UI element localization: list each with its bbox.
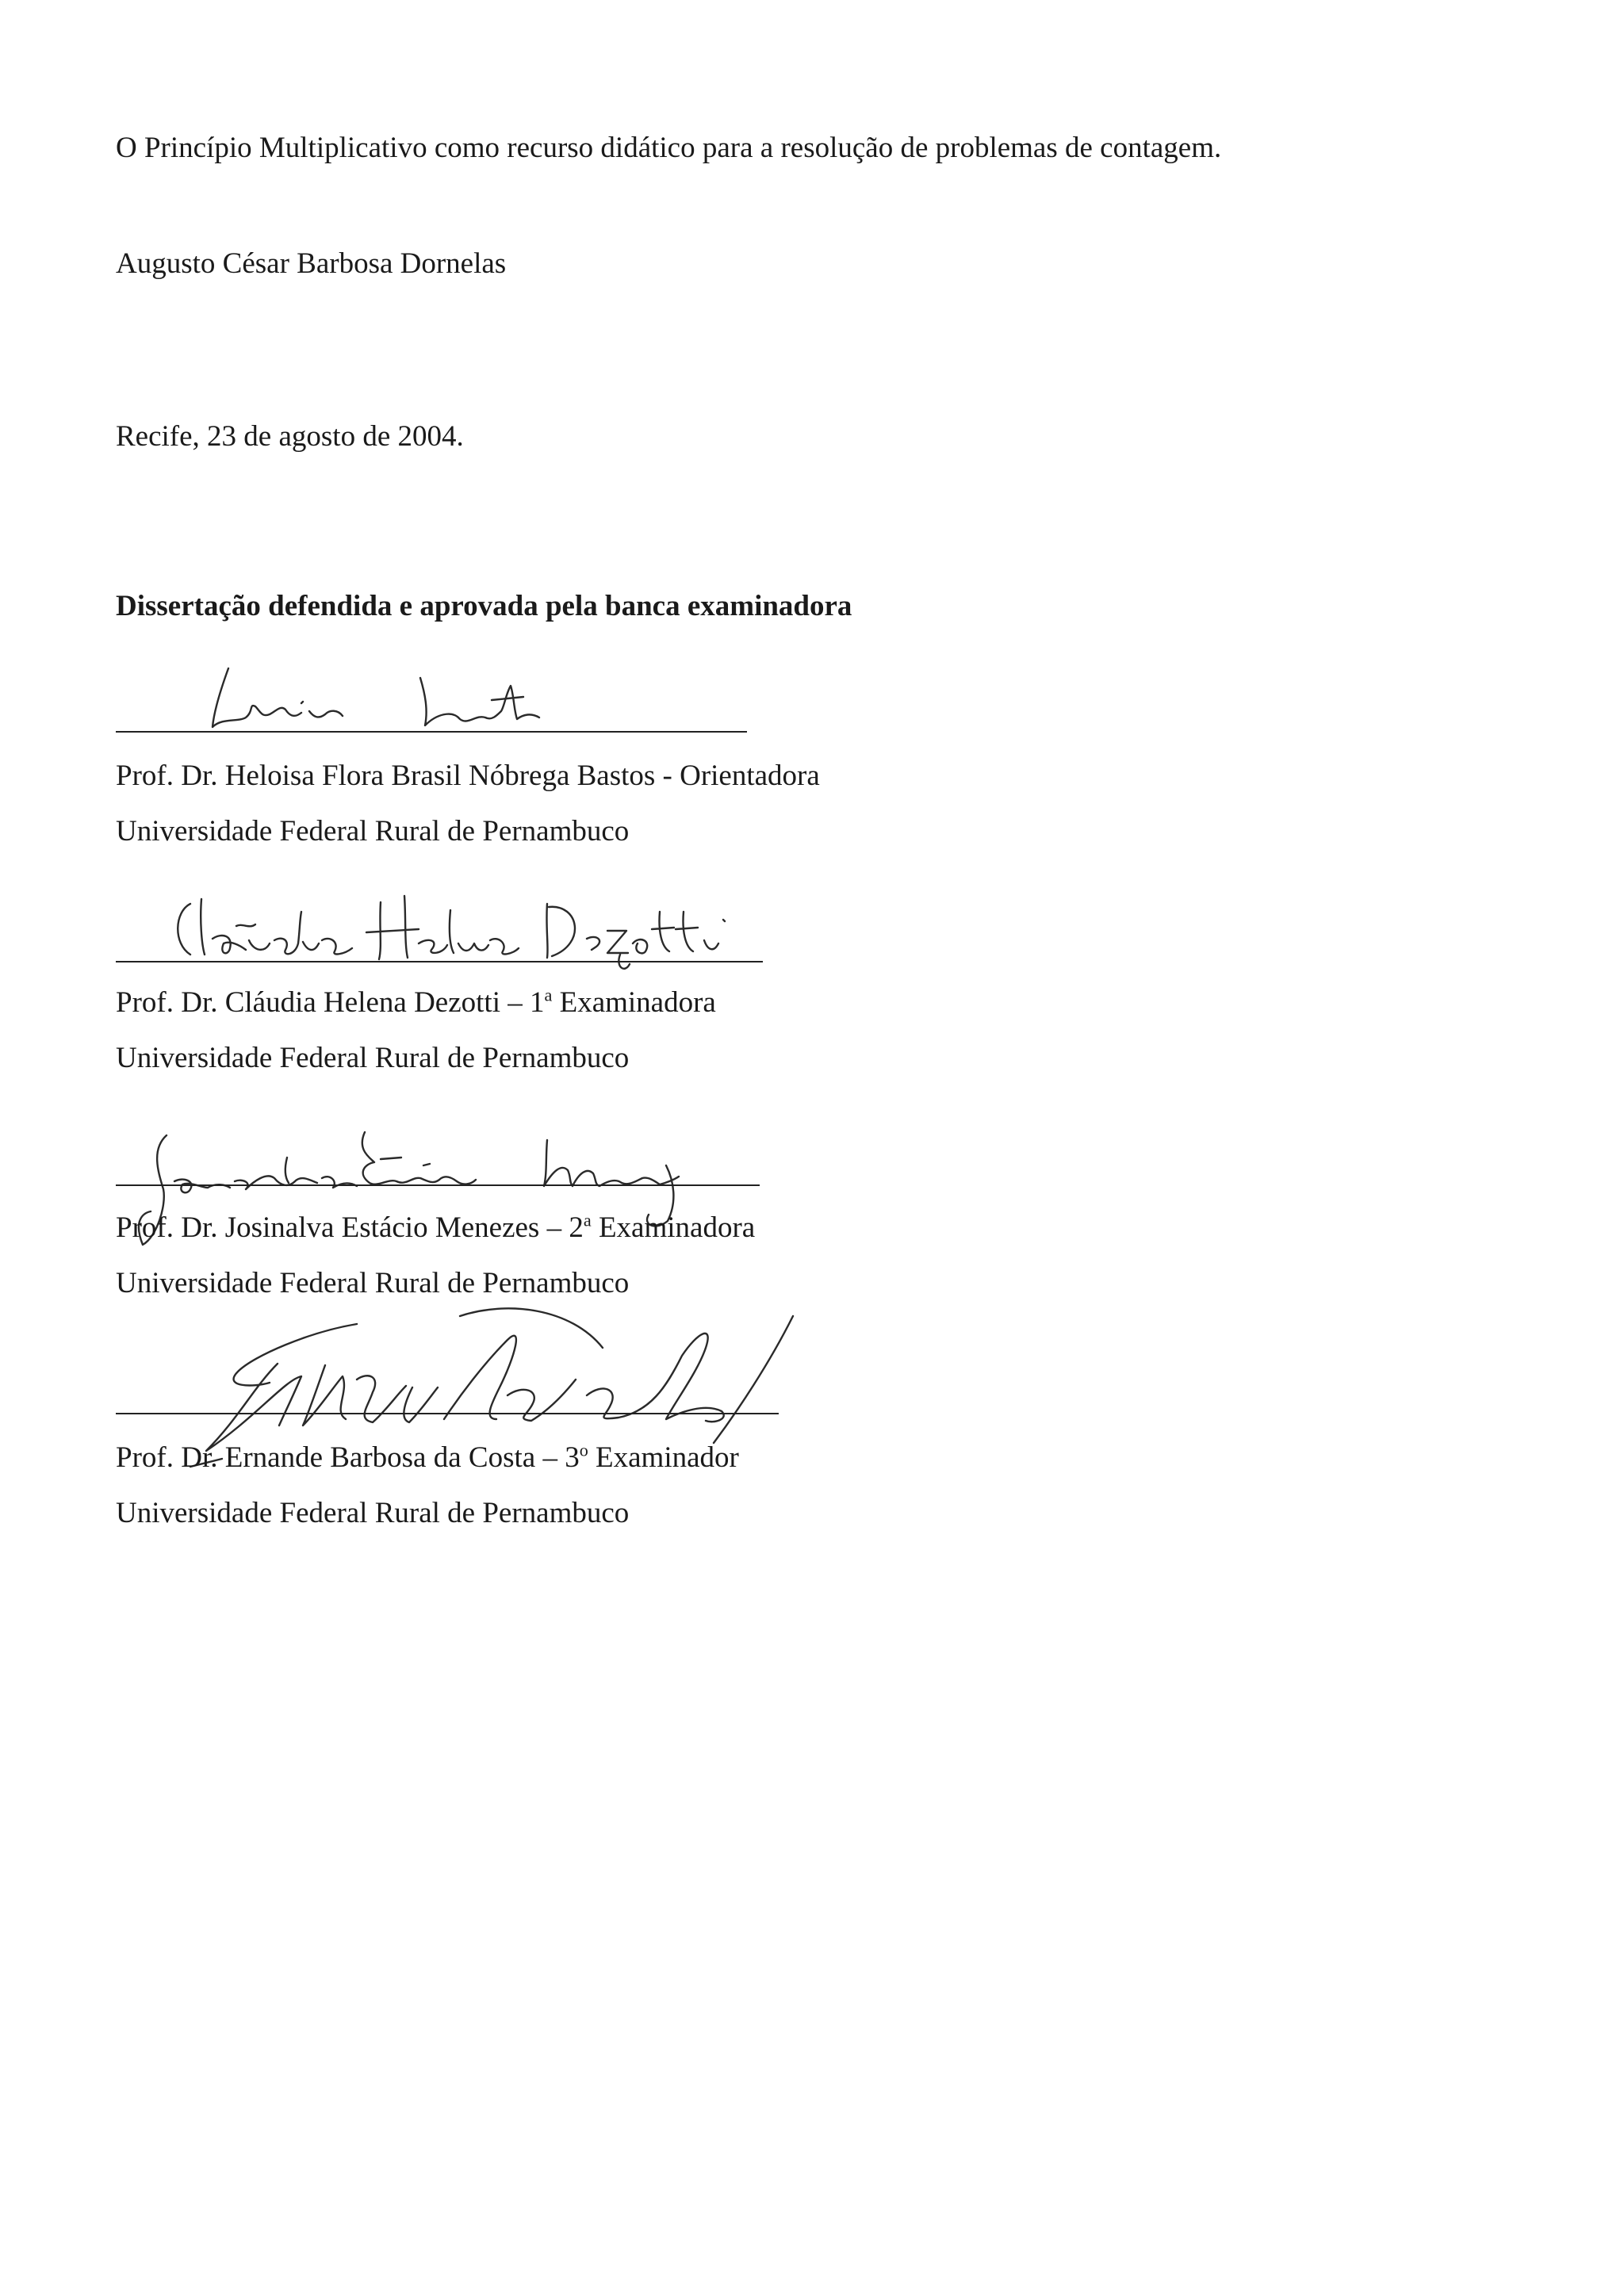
signature-line-4 [116, 1413, 779, 1414]
member-1-institution: Universidade Federal Rural de Pernambuco [116, 815, 630, 848]
member-2-institution: Universidade Federal Rural de Pernambuco [116, 1042, 630, 1074]
approval-heading: Dissertação defendida e aprovada pela banca examinadora [116, 590, 852, 622]
author-name: Augusto César Barbosa Dornelas [116, 247, 507, 280]
signature-line-2 [116, 961, 763, 962]
member-2-name: Prof. Dr. Cláudia Helena Dezotti – 1$^a$ Examinadora [116, 985, 716, 1019]
dissertation-title: O Princípio Multiplicativo como recurso didático para a resolução de problemas de contagem. [116, 132, 1222, 164]
member-3-name: Prof. Dr. Josinalva Estácio Menezes – 2$^a$ Examinadora [116, 1210, 756, 1244]
member-4-name: Prof. Dr. Ernande Barbosa da Costa – 3$^o$ Examinador [116, 1440, 739, 1474]
signature-heloisa-bastos [190, 662, 603, 733]
place-date: Recife, 23 de agosto de 2004. [116, 420, 464, 453]
member-1-name: Prof. Dr. Heloisa Flora Brasil Nóbrega Bastos - Orientadora [116, 760, 820, 792]
signature-line-3 [116, 1184, 760, 1186]
member-3-institution: Universidade Federal Rural de Pernambuco [116, 1267, 630, 1299]
member-4-institution: Universidade Federal Rural de Pernambuco [116, 1497, 630, 1529]
signature-line-1 [116, 731, 747, 733]
signature-claudia-dezotti [167, 888, 737, 983]
